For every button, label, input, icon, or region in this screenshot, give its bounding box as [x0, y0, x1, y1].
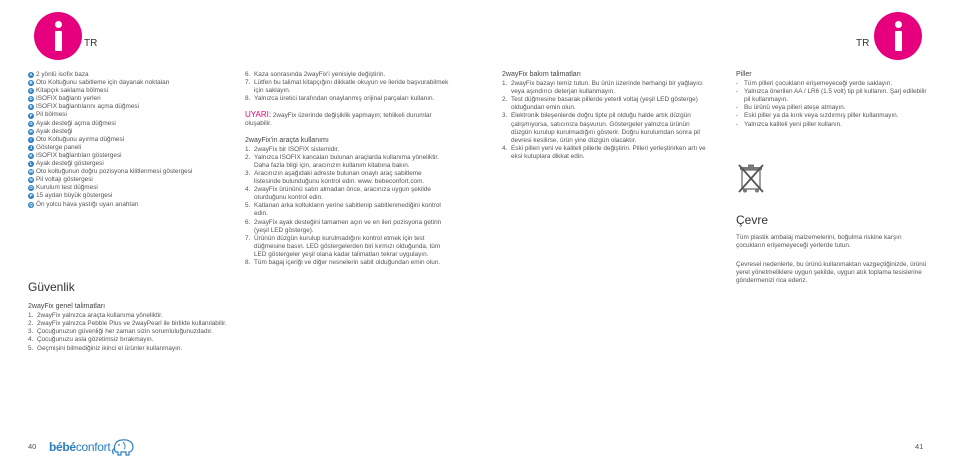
- list-item: [245, 235, 450, 259]
- list-item-text: 2wayFix ürününü satın almadan önce, aracınıza uygun şekilde oturduğunu kontrol edin.: [254, 186, 431, 202]
- list-item: [245, 202, 450, 218]
- legend-letter-badge: Q: [29, 201, 33, 207]
- list-item-text: Çocuğunuzu asla gözetimsiz bırakmayın.: [37, 336, 154, 344]
- environment-paragraph-2: Çevresel nedenlerle, bu ürünü kullanmaktan vazgeçtiğinizde, ürünü yerel yönetmeliklere uygun şekilde, uygun atık toplama tesislerine göndermenizi rica ederiz.: [736, 261, 927, 285]
- list-item-text: 2wayFix yalnızca Pebble Plus ve 2wayPearl ile birlikte kullanılabilir.: [37, 320, 227, 328]
- list-item-text: Çocuğunuzun güvenliği her zaman sizin sorumluluğunuzdadır.: [37, 328, 213, 336]
- list-item-number: 8.: [245, 95, 251, 103]
- list-item: [245, 259, 450, 267]
- legend-item: [28, 192, 214, 200]
- list-item-number: 5.: [245, 202, 251, 210]
- legend-item: [28, 79, 214, 87]
- list-item: [502, 112, 707, 144]
- legend-letter-badge: D: [29, 96, 33, 102]
- general-instructions-list: [28, 312, 228, 352]
- legend-label: Ön yolcu hava yastığı uyarı anahtarı: [36, 200, 139, 208]
- list-item-text: Ürünün düzgün kurulup kurulmadığını kontrol etmek için test düğmesine basın. LED göstergelerden biri kırmızı olduğunda, tüm LED göstergeler yeşil olana kadar talimatları tekrar uygulayın.: [254, 234, 441, 258]
- list-item-text: Aracınızın aşağıdaki adreste bulunan onaylı araç sabitleme listesinde bulunduğunu kontrol edin: www. bebeconfort.com.: [254, 169, 425, 186]
- section-title-safety: Güvenlik: [28, 280, 75, 294]
- list-item-number: 6.: [245, 218, 251, 226]
- list-item: [502, 96, 707, 112]
- legend-item: [28, 176, 214, 184]
- legend-letter-badge: N: [29, 177, 33, 183]
- legend-item: [28, 120, 214, 128]
- legend-item: [28, 160, 214, 168]
- info-icon: [34, 12, 82, 60]
- list-item-number: 4.: [245, 186, 251, 194]
- legend-label: Ayak desteği göstergesi: [36, 160, 104, 168]
- page-number-left: 40: [28, 442, 37, 451]
- legend-item: [28, 87, 214, 95]
- legend-letter-badge: O: [29, 185, 33, 191]
- brand-logo: [49, 437, 137, 457]
- dash-bullet: -: [736, 104, 739, 112]
- safety-section: [28, 280, 228, 353]
- legend-item: [28, 128, 214, 136]
- elephant-icon: [111, 437, 137, 457]
- legend-label: Oto koltuğunun doğru pozisyona kilitlenmesi göstergesi: [36, 168, 193, 176]
- list-item-number: 8.: [245, 258, 251, 266]
- legend-item: [28, 168, 214, 176]
- legend-item: [28, 111, 214, 119]
- dash-bullet: -: [736, 120, 739, 128]
- legend-letter-badge: F: [29, 112, 33, 118]
- list-item-text: Katlanan arka koltukların yerine sabitlenip sabitlenmediğini kontrol edin.: [254, 202, 441, 218]
- legend-letter-badge: B: [29, 80, 33, 86]
- list-item-number: 3.: [28, 328, 34, 336]
- list-item-number: 7.: [245, 79, 251, 87]
- list-item-text: Geçmişini bilmediğiniz ikinci el ürünler kullanmayın.: [37, 344, 183, 352]
- list-item: [736, 88, 928, 104]
- list-item-text: Eski piller ya da kırık veya sızdırmış piller kullanmayın.: [744, 112, 899, 120]
- list-item: [28, 328, 228, 336]
- legend-letter-badge: K: [29, 152, 33, 158]
- list-item: [245, 170, 450, 186]
- dash-bullet: -: [736, 112, 739, 120]
- crossed-bin-icon: [736, 162, 766, 194]
- legend-label: Pil voltajı göstergesi: [36, 176, 93, 184]
- environment-section: [736, 213, 928, 286]
- info-icon-right: [874, 12, 922, 60]
- legend-letter-badge: J: [29, 144, 33, 150]
- maintenance-list: [502, 80, 707, 161]
- batteries-section: [736, 71, 928, 129]
- list-item-text: Yalnızca kaliteli yeni piller kullanın.: [744, 120, 842, 128]
- warning-block: [245, 111, 450, 128]
- legend-label: ISOFIX bağlantılarını açma düğmesi: [36, 103, 140, 111]
- list-item: [245, 154, 450, 170]
- legend-label: Kitapçık saklama bölmesi: [36, 87, 109, 95]
- legend-label: ISOFIX bağlantıları göstergesi: [36, 151, 122, 159]
- list-item-text: Test düğmesine basarak pillerde yeterli voltaj (yeşil LED gösterge) olduğundan emin olun.: [511, 96, 698, 112]
- list-item-number: 1.: [502, 80, 508, 88]
- list-item-text: 2wayFix ayak desteğini tamamen açın ve en ileri pozisyona getirin (yeşil LED gösterge).: [254, 218, 442, 234]
- warning-label: UYARI:: [245, 110, 272, 120]
- car-usage-list: [245, 146, 450, 267]
- legend-letter-badge: P: [29, 193, 33, 199]
- legend-item: [28, 71, 214, 79]
- legend-item: [28, 152, 214, 160]
- legend-label: 2 yönlü isofix baza: [36, 71, 89, 78]
- maintenance-section: [502, 71, 707, 161]
- list-item: [245, 79, 450, 95]
- brand-text-confort: confort: [75, 440, 111, 454]
- list-item: [502, 145, 707, 161]
- list-item: [28, 345, 228, 353]
- general-instructions-list-continued: [245, 71, 450, 103]
- list-item: [736, 112, 928, 120]
- legend-letter-badge: G: [29, 120, 33, 126]
- legend-label: ISOFIX bağlantı yerleri: [36, 95, 101, 103]
- legend-item: [28, 95, 214, 103]
- legend-label: Ayak desteği: [36, 127, 73, 135]
- list-item: [245, 186, 450, 202]
- list-item: [245, 71, 450, 79]
- column-two: [245, 71, 450, 267]
- list-item-text: Eski pilleri yeni ve kaliteli pillerle değiştirin. Pilleri yerleştirirken artı ve eksi kutuplara dikkat edin.: [511, 144, 706, 160]
- list-item-text: Tüm pilleri çocukların erişemeyeceği yerde saklayın.: [744, 80, 893, 88]
- list-item-number: 3.: [245, 169, 251, 177]
- legend-label: Gösterge paneli: [36, 143, 82, 151]
- environment-paragraph-1: Tüm plastik ambalaj malzemelerini, boğulma riskine karşın çocukların erişemeyeceği yerlerde tutun.: [736, 234, 902, 250]
- warning-text: 2wayFix üzerinde değişiklik yapmayın; tehlikeli durumlar oluşabilir.: [245, 112, 432, 128]
- legend-label: Oto Koltuğunu ayırma düğmesi: [36, 135, 125, 143]
- list-item-number: 3.: [502, 112, 508, 120]
- list-item: [736, 80, 928, 88]
- list-item-number: 4.: [502, 144, 508, 152]
- maintenance-title: 2wayFix bakım talimatları: [502, 71, 581, 78]
- legend-label: Pil bölmesi: [36, 111, 67, 119]
- language-code-right: TR: [856, 38, 870, 49]
- list-item-number: 2.: [245, 153, 251, 161]
- list-item-text: 2wayFix bazayı temiz tutun. Bu ürün üzerinde herhangi bir yağlayıcı veya aşındırıcı deterjan kullanmayın.: [511, 80, 703, 96]
- list-item-number: 1.: [28, 312, 34, 320]
- legend-letter-badge: I: [28, 137, 34, 143]
- list-item-number: 5.: [28, 344, 34, 352]
- list-item: [736, 121, 928, 129]
- legend-item: [28, 201, 214, 209]
- list-item: [245, 219, 450, 235]
- parts-legend: [28, 71, 214, 209]
- list-item: [28, 320, 228, 328]
- list-item: [245, 95, 450, 103]
- list-item-text: 2wayFix yalnızca araçta kullanıma yöneliktir.: [37, 312, 163, 320]
- brand-text-bebe: bébé: [49, 440, 76, 454]
- legend-label: Oto Koltuğunu sabitleme için dayanak noktaları: [36, 79, 170, 87]
- legend-letter-badge: C: [29, 88, 33, 94]
- batteries-title: Piller: [736, 71, 752, 78]
- legend-label: Kurulum test düğmesi: [36, 184, 98, 192]
- list-item-text: 2wayFix bir ISOFIX sistemidir.: [254, 145, 340, 153]
- car-usage-title: 2wayFix'in araçta kullanımı: [245, 136, 329, 144]
- section-title-environment: Çevre: [736, 213, 769, 227]
- batteries-list: [736, 80, 928, 129]
- legend-item: [28, 184, 214, 192]
- legend-label: Ayak desteği açma düğmesi: [36, 119, 116, 127]
- list-item: [502, 80, 707, 96]
- page-number-right: 41: [915, 442, 924, 451]
- legend-letter-badge: E: [29, 104, 33, 110]
- list-item-text: Yalnızca ISOFIX kancaları bulunan araçlarda kullanıma yöneliktir. Daha fazla bilgi için, aracınızın kullanım kitabına bakın.: [254, 153, 439, 169]
- list-item-text: Elektronik bileşenlerde doğru tipte pil olduğu halde artık düzgün çalışmıyorsa, satıcınıza başvurun. Göstergeler yalnızca ürünün düzgün kurulup kurulmadığını gösterir. Doğru kurulumdan sonra pil devresi kesilirse, ürün yine düzgün olacaktır.: [511, 112, 700, 144]
- list-item: [28, 312, 228, 320]
- dash-bullet: -: [736, 88, 739, 96]
- language-code-left: TR: [84, 38, 98, 49]
- list-item-number: 2.: [502, 96, 508, 104]
- legend-letter-badge: M: [29, 169, 33, 175]
- general-instructions-title: 2wayFix genel talimatları: [28, 303, 106, 311]
- legend-letter-badge: A: [29, 72, 33, 78]
- legend-item: [28, 136, 214, 144]
- list-item: [28, 336, 228, 344]
- legend-item: [28, 144, 214, 152]
- list-item-number: 7.: [245, 234, 251, 242]
- legend-letter-badge: H: [29, 128, 33, 134]
- dash-bullet: -: [736, 80, 739, 88]
- legend-letter-badge: L: [29, 161, 33, 167]
- list-item-text: Yalnızca üretici tarafından onaylanmış orijinal parçaları kullanın.: [254, 95, 435, 103]
- legend-label: 15 aydan büyük göstergesi: [36, 192, 113, 200]
- list-item-number: 4.: [28, 336, 34, 344]
- list-item-number: 6.: [245, 71, 251, 78]
- list-item-text: Lütfen bu talimat kitapçığını dikkatle okuyun ve ileride başvurabilmek için saklayın.: [254, 79, 449, 95]
- list-item-text: Kaza sonrasında 2wayFix'i yenisiyle değiştirin.: [254, 71, 386, 78]
- list-item: [245, 146, 450, 154]
- list-item-number: 1.: [245, 145, 251, 153]
- list-item-text: Tüm bagaj içeriği ve diğer nesnelerin sabit olduğundan emin olun.: [254, 258, 441, 266]
- list-item-text: Yalnızca önerilen AA / LR6 (1.5 volt) tip pil kullanın. Şarj edilebilir pil kullanmayın.: [744, 88, 927, 104]
- list-item-text: Bu ürünü veya pilleri ateşe atmayın.: [744, 104, 846, 112]
- list-item-number: 2.: [28, 320, 34, 328]
- list-item: [736, 104, 928, 112]
- legend-item: [28, 103, 214, 111]
